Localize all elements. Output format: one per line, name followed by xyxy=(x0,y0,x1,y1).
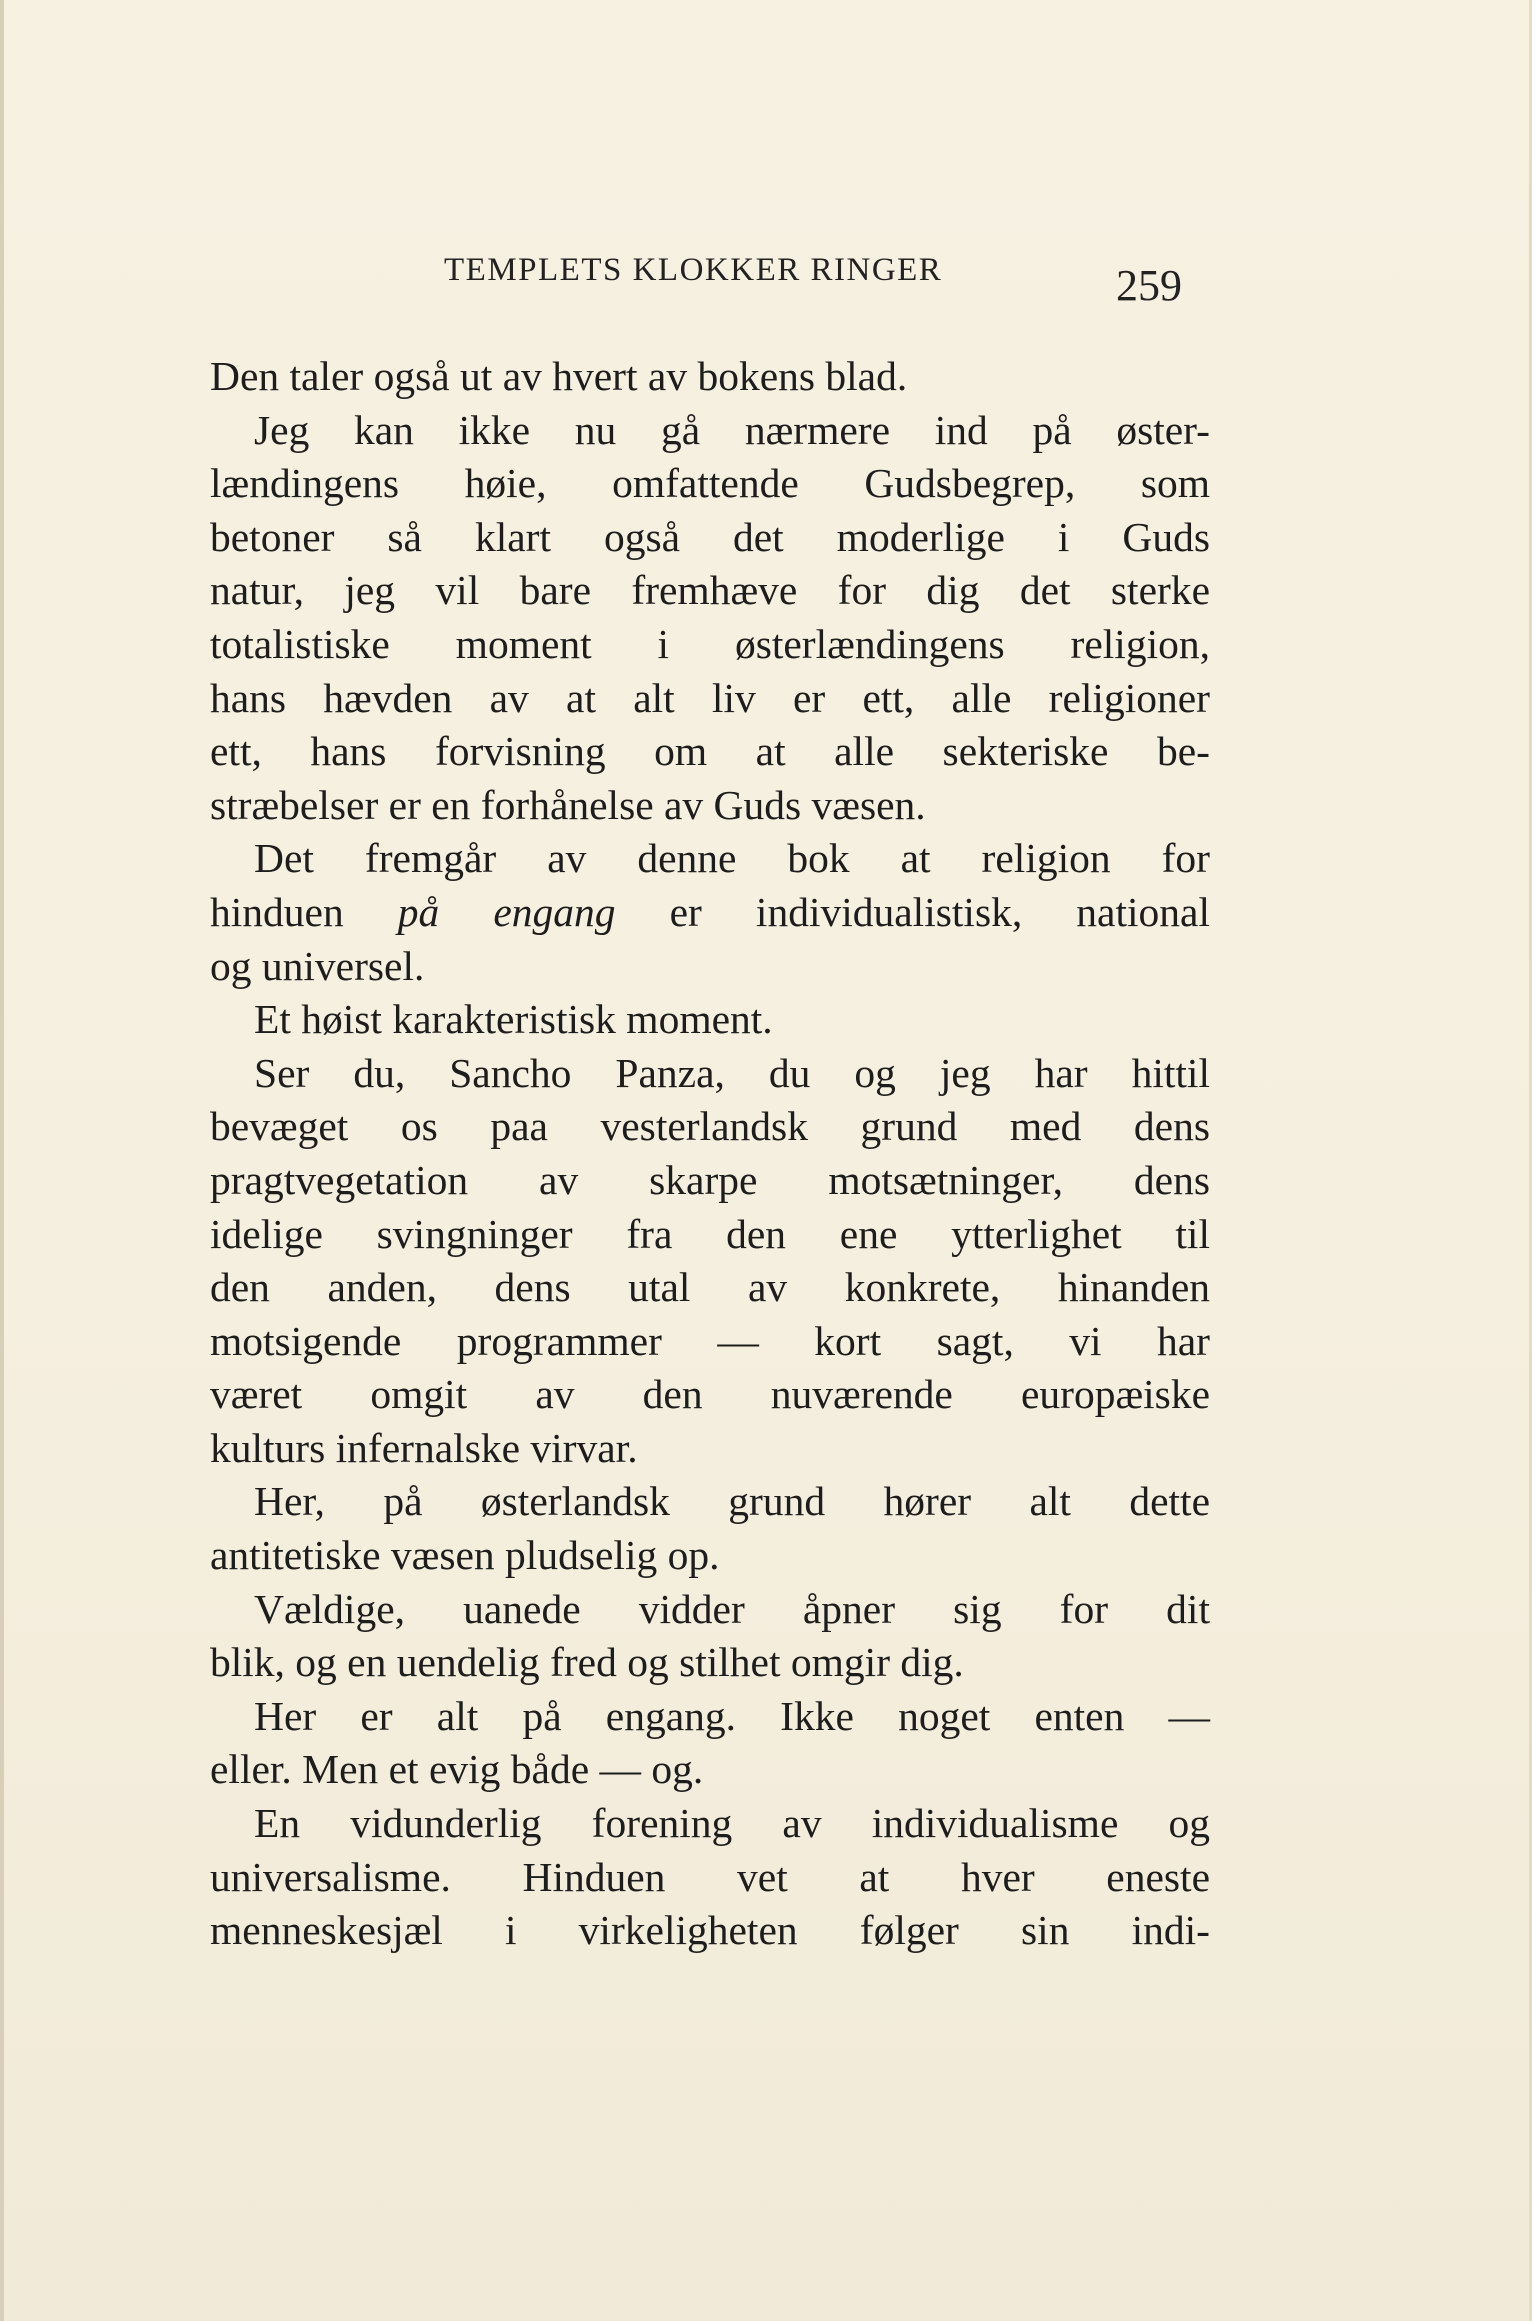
italic-emphasis: på engang xyxy=(397,888,616,935)
text-line: den anden, dens utal av konkrete, hinanden xyxy=(210,1264,1210,1311)
text-line: Vældige, uanede vidder åpner sig for dit xyxy=(254,1585,1210,1632)
page-header xyxy=(4,252,1532,312)
text-line: pragtvegetation av skarpe motsætninger, dens xyxy=(210,1156,1210,1203)
text-line: hinduen på engang er individualistisk, national xyxy=(210,888,1210,935)
text-line: ett, hans forvisning om at alle sekteriske be- xyxy=(210,728,1210,775)
text-line: Ser du, Sancho Panza, du og jeg har hittil xyxy=(254,1049,1210,1096)
text-line: Det fremgår av denne bok at religion for xyxy=(254,835,1210,882)
text-line: natur, jeg vil bare fremhæve for dig det sterke xyxy=(210,567,1210,614)
text-line: motsigende programmer — kort sagt, vi har xyxy=(210,1317,1210,1364)
page-number: 259 xyxy=(1116,261,1182,310)
text-line: En vidunderlig forening av individualisme og xyxy=(254,1800,1210,1847)
text-line: hans hævden av at alt liv er ett, alle religioner xyxy=(210,674,1210,721)
text-line: Her, på østerlandsk grund hører alt dette xyxy=(254,1478,1210,1525)
text-line: Den taler også ut av hvert av bokens blad. xyxy=(210,353,908,399)
body-text xyxy=(210,350,1210,1958)
text-line: stræbelser er en forhånelse av Guds væsen. xyxy=(210,781,926,828)
text-line: bevæget os paa vesterlandsk grund med dens xyxy=(210,1103,1210,1150)
text-line: antitetiske væsen pludselig op. xyxy=(210,1532,720,1579)
text-line: blik, og en uendelig fred og stilhet omgir dig. xyxy=(210,1639,964,1686)
text-line: Jeg kan ikke nu gå nærmere ind på øster- xyxy=(254,406,1210,453)
text-line: og universel. xyxy=(210,942,425,989)
text-line: været omgit av den nuværende europæiske xyxy=(210,1371,1210,1418)
text-line: kulturs infernalske virvar. xyxy=(210,1424,638,1471)
text-line: universalisme. Hinduen vet at hver eneste xyxy=(210,1853,1210,1900)
text-line: betoner så klart også det moderlige i Guds xyxy=(210,513,1210,560)
text-line: totalistiske moment i østerlændingens religion, xyxy=(210,620,1210,667)
text-line: Et høist karakteristisk moment. xyxy=(254,996,773,1043)
text-line: Her er alt på engang. Ikke noget enten — xyxy=(254,1692,1210,1739)
running-head: TEMPLETS KLOKKER RINGER xyxy=(444,252,943,288)
text-line: menneskesjæl i virkeligheten følger sin indi- xyxy=(210,1907,1210,1954)
text-line: idelige svingninger fra den ene ytterlighet til xyxy=(210,1210,1210,1257)
text-line: lændingens høie, omfattende Gudsbegrep, som xyxy=(210,460,1210,507)
text-line: eller. Men et evig både — og. xyxy=(210,1746,704,1793)
